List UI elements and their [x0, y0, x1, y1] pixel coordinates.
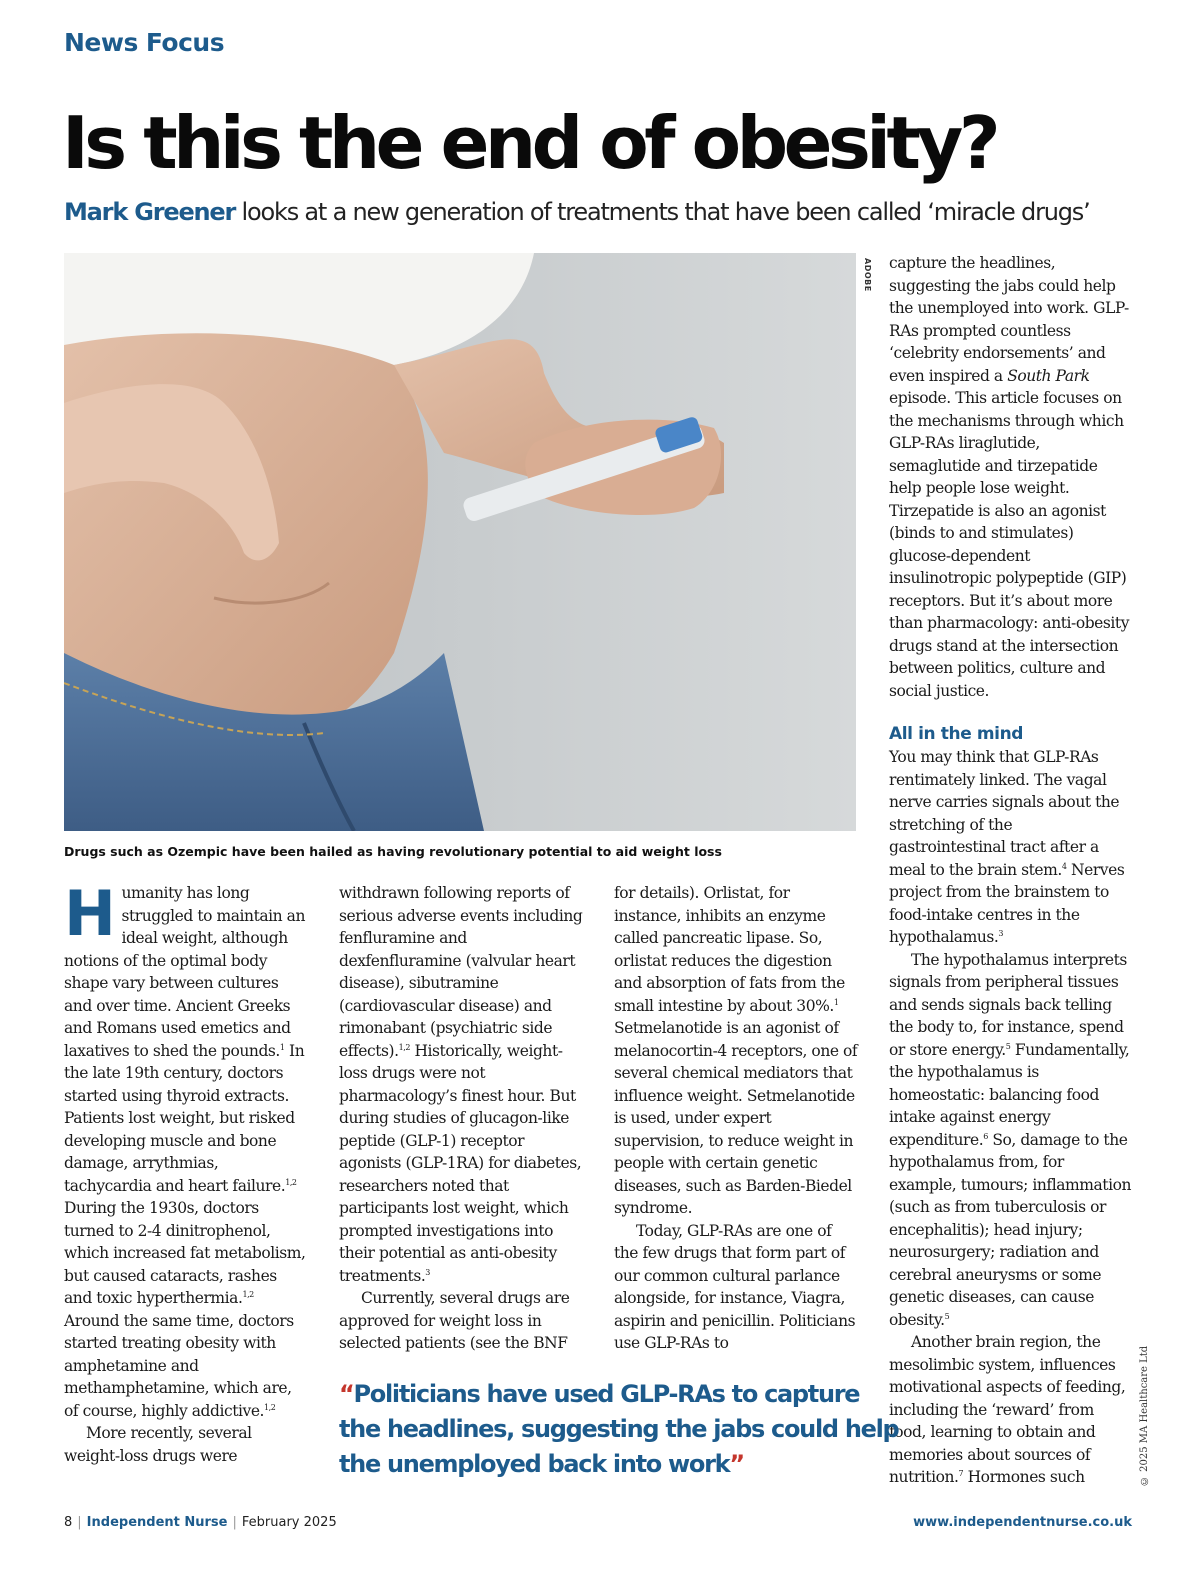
reference: 1 [833, 997, 839, 1007]
reference: 1 [279, 1042, 285, 1052]
reference: 1,2 [285, 1177, 297, 1187]
divider: | [232, 1515, 237, 1530]
text-run: During the 1930s, doctors turned to 2-4 dinitrophenol, which increased fat metabolism, but caused cataracts, rashes and toxic hyperthermia. [64, 1199, 306, 1307]
section-focus: Focus [145, 28, 225, 57]
author-name: Mark Greener [64, 198, 236, 226]
text-run: Historically, weight-loss drugs were not pharmacology’s finest hour. But during studies of glucagon-like peptide (GLP-1) receptor agonists (GLP-1RA) for diabetes, researchers noted that participants lost weight, which prompted investigations into their potential as anti-obesity treatments. [339, 1041, 582, 1285]
reference: 7 [958, 1468, 964, 1478]
paragraph [614, 882, 858, 1220]
article-headline: Is this the end of obesity? [62, 101, 997, 185]
paragraph: Currently, several drugs are approved for weight loss in selected patients (see the BNF [339, 1289, 570, 1352]
text-run: Another brain region, the mesolimbic system, influences motivational aspects of feeding, including the ‘reward’ from food, learning to obtain and memories about sources of nutrition. [889, 1333, 1126, 1486]
body-column-2 [339, 882, 583, 1355]
text-run: Nerves project from the brainstem to food-intake centres in the hypothalamus. [889, 860, 1125, 946]
body-column-3 [614, 882, 858, 1355]
standfirst [64, 198, 1090, 226]
website-link[interactable]: www.independentnurse.co.uk [913, 1515, 1132, 1530]
footer-folio [64, 1515, 337, 1530]
pull-quote [339, 1377, 899, 1482]
text-run: episode. This article focuses on the mechanisms through which GLP-RAs liraglutide, semaglutide and tirzepatide help people lose weight. Tirzepatide is also an agonist (binds to and stimulates) glucose-dependent insulinotropic polypeptide (GIP) receptors. But it’s about more than pharmacology: anti-obesity drugs stand at the intersection between politics, culture and social justice. [889, 389, 1130, 700]
paragraph [889, 1331, 1133, 1489]
paragraph [889, 949, 1133, 1332]
article-photo [64, 253, 856, 831]
standfirst-text: looks at a new generation of treatments that have been called ‘miracle drugs’ [235, 198, 1090, 226]
page-number: 8 [64, 1515, 73, 1530]
paragraph [889, 746, 1133, 949]
reference: 4 [1061, 861, 1067, 871]
text-run: So, damage to the hypothalamus from, for example, tumours; inflammation (such as from tuberculosis or encephalitis); head injury; neurosurgery; radiation and cerebral aneurysms or some genetic diseases, can cause obesity. [889, 1130, 1132, 1329]
pull-quote-text: Politicians have used GLP-RAs to capture the headlines, suggesting the jabs could help the unemployed back into work [339, 1380, 899, 1478]
section-news: News [64, 28, 138, 57]
text-run: In the late 19th century, doctors started using thyroid extracts. Patients lost weight, but risked developing muscle and bone damage, arrythmias, tachycardia and heart failure. [64, 1041, 305, 1195]
reference: 5 [944, 1311, 950, 1321]
body-column-1 [64, 877, 308, 1467]
subheading: All in the mind [889, 724, 1024, 744]
body-column-4 [889, 252, 1133, 1489]
reference: 3 [425, 1267, 430, 1277]
photo-credit: ADOBE [863, 258, 872, 292]
paragraph [339, 882, 583, 1287]
close-quote-mark: ” [729, 1450, 744, 1478]
drop-cap: H [64, 877, 116, 950]
reference: 3 [998, 928, 1003, 938]
reference: 5 [1005, 1041, 1011, 1051]
text-run: Setmelanotide is an agonist of melanocortin-4 receptors, one of several chemical mediators that influence weight. Setmelanotide is used, under expert supervision, to reduce weight in people with certain genetic diseases, such as Barden-Biedel syndrome. [614, 1019, 858, 1217]
italic-title: South Park [1007, 366, 1090, 385]
paragraph: More recently, several weight-loss drugs were [64, 1424, 252, 1465]
reference: 1,2 [264, 1402, 276, 1412]
paragraph: Today, GLP-RAs are one of the few drugs that form part of our common cultural parlance alongside, for instance, Viagra, aspirin and penicillin. Politicians use GLP-RAs to [614, 1221, 856, 1352]
open-quote-mark: “ [339, 1380, 354, 1408]
text-run: capture the headlines, suggesting the jabs could help the unemployed into work. GLP-RAs prompted countless ‘celebrity endorsements’ and even inspired a [889, 254, 1129, 385]
magazine-name [87, 1515, 228, 1530]
photo-caption: Drugs such as Ozempic have been hailed as having revolutionary potential to aid weight loss [64, 844, 722, 859]
text-run: Fundamentally, the hypothalamus is homeostatic: balancing food intake against energy expenditure. [889, 1040, 1130, 1149]
text-run: The hypothalamus interprets signals from peripheral tissues and sends signals back telling the body to, for instance, spend or store energy. [889, 950, 1127, 1059]
section-label [64, 28, 224, 57]
text-run: You may think that GLP-RAs rentimately linked. The vagal nerve carries signals about the stretching of the gastrointestinal tract after a meal to the brain stem. [889, 748, 1120, 879]
text-run: for details). Orlistat, for instance, inhibits an enzyme called pancreatic lipase. So, orlistat reduces the digestion and absorption of fats from the small intestine by about 30%. [614, 884, 845, 1015]
paragraph [889, 252, 1133, 702]
magazine-name-part: Nurse [184, 1515, 228, 1530]
text-run: Around the same time, doctors started treating obesity with amphetamine and methamphetamine, which are, of course, highly addictive. [64, 1311, 294, 1420]
copyright-notice: © 2025 MA Healthcare Ltd [1139, 1345, 1150, 1486]
text-run: Hormones such [963, 1468, 1085, 1486]
reference: 1,2 [398, 1042, 410, 1052]
issue-date: February 2025 [241, 1515, 337, 1530]
text-run: umanity has long struggled to maintain an ideal weight, although notions of the optimal body shape vary between cultures and over time. Ancient Greeks and Romans used emetics and laxatives to shed the pounds. [64, 884, 305, 1060]
reference: 1,2 [242, 1289, 254, 1299]
divider: | [77, 1515, 82, 1530]
reference: 6 [983, 1131, 988, 1141]
photo-illustration [64, 253, 856, 831]
paragraph [64, 877, 308, 1422]
text-run: withdrawn following reports of serious adverse events including fenfluramine and dexfenfluramine (valvular heart disease), sibutramine (cardiovascular disease) and rimonabant (psychiatric side effects). [339, 884, 583, 1060]
magazine-name-part: Independent [86, 1515, 180, 1530]
